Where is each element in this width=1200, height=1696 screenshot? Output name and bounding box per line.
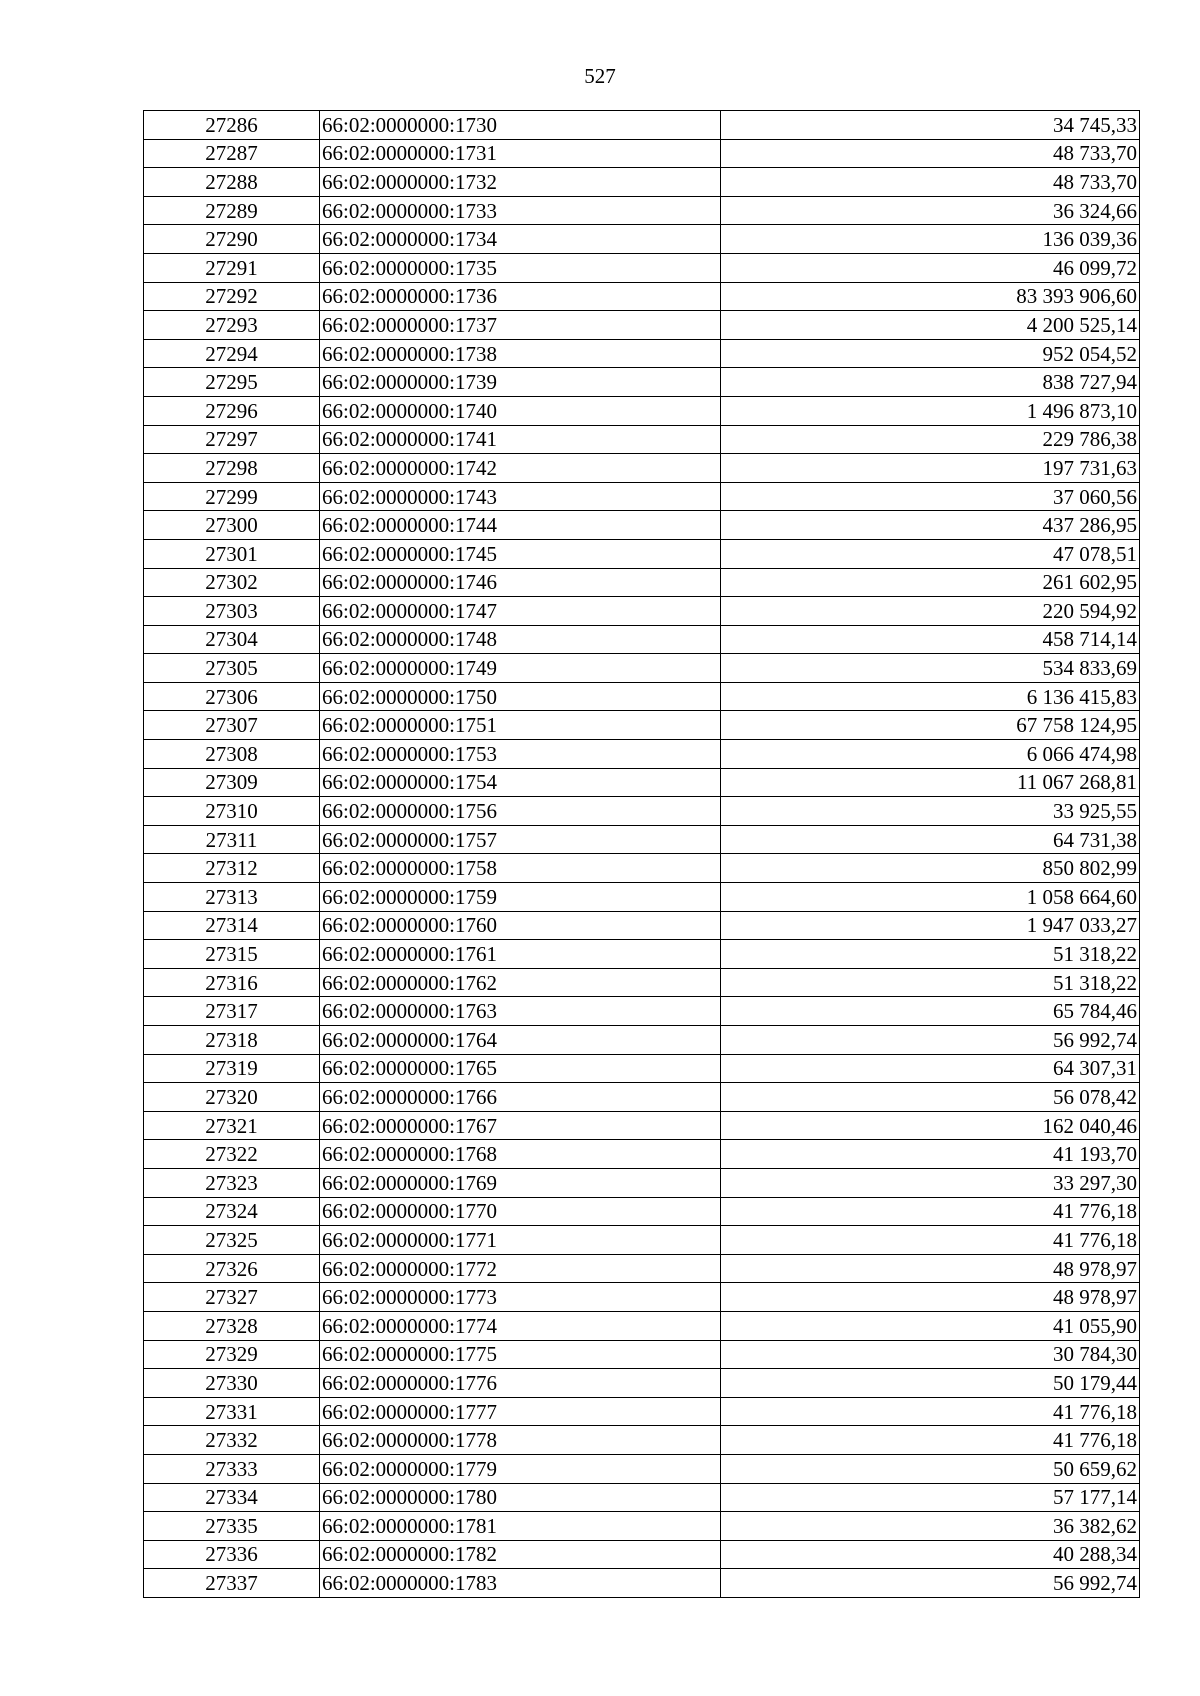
cadastral-number-cell: 66:02:0000000:1730	[320, 111, 721, 140]
cadastral-number-cell: 66:02:0000000:1770	[320, 1197, 721, 1226]
value-cell: 57 177,14	[721, 1483, 1140, 1512]
row-number-cell: 27319	[144, 1054, 320, 1083]
table-row	[144, 1283, 1140, 1312]
row-number-cell: 27291	[144, 253, 320, 282]
value-cell: 41 776,18	[721, 1197, 1140, 1226]
value-cell: 67 758 124,95	[721, 711, 1140, 740]
table-row	[144, 968, 1140, 997]
row-number-cell: 27318	[144, 1026, 320, 1055]
table-row	[144, 1540, 1140, 1569]
table-row	[144, 1454, 1140, 1483]
table-row	[144, 1311, 1140, 1340]
cadastral-number-cell: 66:02:0000000:1756	[320, 797, 721, 826]
table-row	[144, 139, 1140, 168]
row-number-cell: 27317	[144, 997, 320, 1026]
cadastral-number-cell: 66:02:0000000:1768	[320, 1140, 721, 1169]
table-row	[144, 1254, 1140, 1283]
value-cell: 33 297,30	[721, 1168, 1140, 1197]
value-cell: 50 659,62	[721, 1454, 1140, 1483]
row-number-cell: 27305	[144, 654, 320, 683]
cadastral-number-cell: 66:02:0000000:1774	[320, 1311, 721, 1340]
cadastral-number-cell: 66:02:0000000:1740	[320, 396, 721, 425]
row-number-cell: 27324	[144, 1197, 320, 1226]
value-cell: 51 318,22	[721, 968, 1140, 997]
table-row	[144, 311, 1140, 340]
page-number: 527	[584, 64, 616, 88]
table-row	[144, 1197, 1140, 1226]
value-cell: 65 784,46	[721, 997, 1140, 1026]
table-row	[144, 997, 1140, 1026]
row-number-cell: 27290	[144, 225, 320, 254]
value-cell: 1 947 033,27	[721, 911, 1140, 940]
cadastral-number-cell: 66:02:0000000:1763	[320, 997, 721, 1026]
cadastral-number-cell: 66:02:0000000:1738	[320, 339, 721, 368]
row-number-cell: 27312	[144, 854, 320, 883]
row-number-cell: 27311	[144, 825, 320, 854]
table-row	[144, 1369, 1140, 1398]
row-number-cell: 27303	[144, 597, 320, 626]
table-row	[144, 1111, 1140, 1140]
value-cell: 162 040,46	[721, 1111, 1140, 1140]
value-cell: 33 925,55	[721, 797, 1140, 826]
value-cell: 6 066 474,98	[721, 740, 1140, 769]
table-row	[144, 1512, 1140, 1541]
row-number-cell: 27310	[144, 797, 320, 826]
row-number-cell: 27335	[144, 1512, 320, 1541]
cadastral-number-cell: 66:02:0000000:1769	[320, 1168, 721, 1197]
value-cell: 48 978,97	[721, 1254, 1140, 1283]
value-cell: 952 054,52	[721, 339, 1140, 368]
table-row	[144, 625, 1140, 654]
value-cell: 51 318,22	[721, 940, 1140, 969]
table-row	[144, 1026, 1140, 1055]
row-number-cell: 27292	[144, 282, 320, 311]
value-cell: 48 733,70	[721, 139, 1140, 168]
table-row	[144, 1340, 1140, 1369]
cadastral-number-cell: 66:02:0000000:1731	[320, 139, 721, 168]
table-row	[144, 111, 1140, 140]
row-number-cell: 27300	[144, 511, 320, 540]
value-cell: 36 382,62	[721, 1512, 1140, 1541]
row-number-cell: 27302	[144, 568, 320, 597]
value-cell: 1 496 873,10	[721, 396, 1140, 425]
value-cell: 56 992,74	[721, 1569, 1140, 1598]
value-cell: 83 393 906,60	[721, 282, 1140, 311]
table-row	[144, 1569, 1140, 1598]
cadastral-number-cell: 66:02:0000000:1757	[320, 825, 721, 854]
table-row	[144, 654, 1140, 683]
cadastral-number-cell: 66:02:0000000:1750	[320, 682, 721, 711]
cadastral-number-cell: 66:02:0000000:1762	[320, 968, 721, 997]
cadastral-number-cell: 66:02:0000000:1778	[320, 1426, 721, 1455]
cadastral-number-cell: 66:02:0000000:1739	[320, 368, 721, 397]
table-row	[144, 196, 1140, 225]
table-row	[144, 911, 1140, 940]
cadastral-number-cell: 66:02:0000000:1779	[320, 1454, 721, 1483]
cadastral-number-cell: 66:02:0000000:1735	[320, 253, 721, 282]
table-row	[144, 1483, 1140, 1512]
row-number-cell: 27321	[144, 1111, 320, 1140]
cadastral-number-cell: 66:02:0000000:1761	[320, 940, 721, 969]
row-number-cell: 27298	[144, 454, 320, 483]
cadastral-number-cell: 66:02:0000000:1767	[320, 1111, 721, 1140]
row-number-cell: 27315	[144, 940, 320, 969]
value-cell: 41 776,18	[721, 1426, 1140, 1455]
table-row	[144, 1168, 1140, 1197]
row-number-cell: 27296	[144, 396, 320, 425]
row-number-cell: 27313	[144, 883, 320, 912]
value-cell: 50 179,44	[721, 1369, 1140, 1398]
row-number-cell: 27325	[144, 1226, 320, 1255]
row-number-cell: 27327	[144, 1283, 320, 1312]
value-cell: 229 786,38	[721, 425, 1140, 454]
row-number-cell: 27329	[144, 1340, 320, 1369]
table-row	[144, 253, 1140, 282]
cadastral-number-cell: 66:02:0000000:1775	[320, 1340, 721, 1369]
row-number-cell: 27297	[144, 425, 320, 454]
value-cell: 41 055,90	[721, 1311, 1140, 1340]
cadastral-number-cell: 66:02:0000000:1746	[320, 568, 721, 597]
table-row	[144, 1397, 1140, 1426]
row-number-cell: 27301	[144, 539, 320, 568]
cadastral-number-cell: 66:02:0000000:1736	[320, 282, 721, 311]
row-number-cell: 27320	[144, 1083, 320, 1112]
row-number-cell: 27289	[144, 196, 320, 225]
table-row	[144, 854, 1140, 883]
cadastral-number-cell: 66:02:0000000:1743	[320, 482, 721, 511]
value-cell: 41 776,18	[721, 1397, 1140, 1426]
table-row	[144, 768, 1140, 797]
table-row	[144, 225, 1140, 254]
row-number-cell: 27306	[144, 682, 320, 711]
table-row	[144, 797, 1140, 826]
cadastral-number-cell: 66:02:0000000:1783	[320, 1569, 721, 1598]
row-number-cell: 27331	[144, 1397, 320, 1426]
value-cell: 34 745,33	[721, 111, 1140, 140]
value-cell: 30 784,30	[721, 1340, 1140, 1369]
cadastral-number-cell: 66:02:0000000:1732	[320, 168, 721, 197]
row-number-cell: 27330	[144, 1369, 320, 1398]
value-cell: 1 058 664,60	[721, 883, 1140, 912]
value-cell: 6 136 415,83	[721, 682, 1140, 711]
row-number-cell: 27332	[144, 1426, 320, 1455]
row-number-cell: 27337	[144, 1569, 320, 1598]
cadastral-number-cell: 66:02:0000000:1772	[320, 1254, 721, 1283]
table-row	[144, 597, 1140, 626]
value-cell: 37 060,56	[721, 482, 1140, 511]
value-cell: 56 078,42	[721, 1083, 1140, 1112]
cadastral-number-cell: 66:02:0000000:1733	[320, 196, 721, 225]
cadastral-number-cell: 66:02:0000000:1741	[320, 425, 721, 454]
cadastral-number-cell: 66:02:0000000:1765	[320, 1054, 721, 1083]
value-cell: 220 594,92	[721, 597, 1140, 626]
table-row	[144, 168, 1140, 197]
row-number-cell: 27309	[144, 768, 320, 797]
table-row	[144, 740, 1140, 769]
value-cell: 48 978,97	[721, 1283, 1140, 1312]
row-number-cell: 27286	[144, 111, 320, 140]
row-number-cell: 27299	[144, 482, 320, 511]
value-cell: 56 992,74	[721, 1026, 1140, 1055]
table-row	[144, 825, 1140, 854]
value-cell: 40 288,34	[721, 1540, 1140, 1569]
table-row	[144, 682, 1140, 711]
row-number-cell: 27288	[144, 168, 320, 197]
value-cell: 838 727,94	[721, 368, 1140, 397]
cadastral-number-cell: 66:02:0000000:1766	[320, 1083, 721, 1112]
cadastral-number-cell: 66:02:0000000:1749	[320, 654, 721, 683]
value-cell: 36 324,66	[721, 196, 1140, 225]
table-row	[144, 511, 1140, 540]
table-row	[144, 883, 1140, 912]
value-cell: 41 776,18	[721, 1226, 1140, 1255]
cadastral-number-cell: 66:02:0000000:1742	[320, 454, 721, 483]
value-cell: 4 200 525,14	[721, 311, 1140, 340]
value-cell: 64 731,38	[721, 825, 1140, 854]
cadastral-number-cell: 66:02:0000000:1734	[320, 225, 721, 254]
cadastral-number-cell: 66:02:0000000:1748	[320, 625, 721, 654]
row-number-cell: 27333	[144, 1454, 320, 1483]
value-cell: 136 039,36	[721, 225, 1140, 254]
table-row	[144, 482, 1140, 511]
value-cell: 48 733,70	[721, 168, 1140, 197]
cadastral-number-cell: 66:02:0000000:1744	[320, 511, 721, 540]
cadastral-number-cell: 66:02:0000000:1777	[320, 1397, 721, 1426]
table-row	[144, 396, 1140, 425]
row-number-cell: 27287	[144, 139, 320, 168]
table-row	[144, 1083, 1140, 1112]
row-number-cell: 27334	[144, 1483, 320, 1512]
cadastral-number-cell: 66:02:0000000:1758	[320, 854, 721, 883]
value-cell: 850 802,99	[721, 854, 1140, 883]
cadastral-number-cell: 66:02:0000000:1753	[320, 740, 721, 769]
cadastral-number-cell: 66:02:0000000:1754	[320, 768, 721, 797]
table-row	[144, 1140, 1140, 1169]
table-row	[144, 368, 1140, 397]
value-cell: 458 714,14	[721, 625, 1140, 654]
table-row	[144, 282, 1140, 311]
cadastral-number-cell: 66:02:0000000:1751	[320, 711, 721, 740]
cadastral-number-cell: 66:02:0000000:1745	[320, 539, 721, 568]
row-number-cell: 27322	[144, 1140, 320, 1169]
table-row	[144, 711, 1140, 740]
cadastral-number-cell: 66:02:0000000:1759	[320, 883, 721, 912]
row-number-cell: 27295	[144, 368, 320, 397]
value-cell: 534 833,69	[721, 654, 1140, 683]
row-number-cell: 27328	[144, 1311, 320, 1340]
table-row	[144, 539, 1140, 568]
table-row	[144, 940, 1140, 969]
table-row	[144, 425, 1140, 454]
cadastral-number-cell: 66:02:0000000:1776	[320, 1369, 721, 1398]
cadastral-number-cell: 66:02:0000000:1771	[320, 1226, 721, 1255]
table-row	[144, 454, 1140, 483]
value-cell: 261 602,95	[721, 568, 1140, 597]
row-number-cell: 27294	[144, 339, 320, 368]
value-cell: 47 078,51	[721, 539, 1140, 568]
row-number-cell: 27314	[144, 911, 320, 940]
cadastral-number-cell: 66:02:0000000:1737	[320, 311, 721, 340]
table-row	[144, 1426, 1140, 1455]
row-number-cell: 27326	[144, 1254, 320, 1283]
cadastral-number-cell: 66:02:0000000:1764	[320, 1026, 721, 1055]
value-cell: 437 286,95	[721, 511, 1140, 540]
value-cell: 64 307,31	[721, 1054, 1140, 1083]
row-number-cell: 27323	[144, 1168, 320, 1197]
row-number-cell: 27316	[144, 968, 320, 997]
row-number-cell: 27308	[144, 740, 320, 769]
table-body	[144, 111, 1140, 1598]
cadastral-number-cell: 66:02:0000000:1780	[320, 1483, 721, 1512]
row-number-cell: 27336	[144, 1540, 320, 1569]
value-cell: 197 731,63	[721, 454, 1140, 483]
table-row	[144, 1054, 1140, 1083]
cadastral-number-cell: 66:02:0000000:1747	[320, 597, 721, 626]
value-cell: 46 099,72	[721, 253, 1140, 282]
table-row	[144, 1226, 1140, 1255]
row-number-cell: 27293	[144, 311, 320, 340]
row-number-cell: 27307	[144, 711, 320, 740]
cadastral-number-cell: 66:02:0000000:1760	[320, 911, 721, 940]
value-cell: 11 067 268,81	[721, 768, 1140, 797]
cadastral-value-table	[143, 110, 1140, 1598]
table-row	[144, 568, 1140, 597]
value-cell: 41 193,70	[721, 1140, 1140, 1169]
cadastral-number-cell: 66:02:0000000:1781	[320, 1512, 721, 1541]
table-row	[144, 339, 1140, 368]
row-number-cell: 27304	[144, 625, 320, 654]
cadastral-number-cell: 66:02:0000000:1773	[320, 1283, 721, 1312]
cadastral-number-cell: 66:02:0000000:1782	[320, 1540, 721, 1569]
